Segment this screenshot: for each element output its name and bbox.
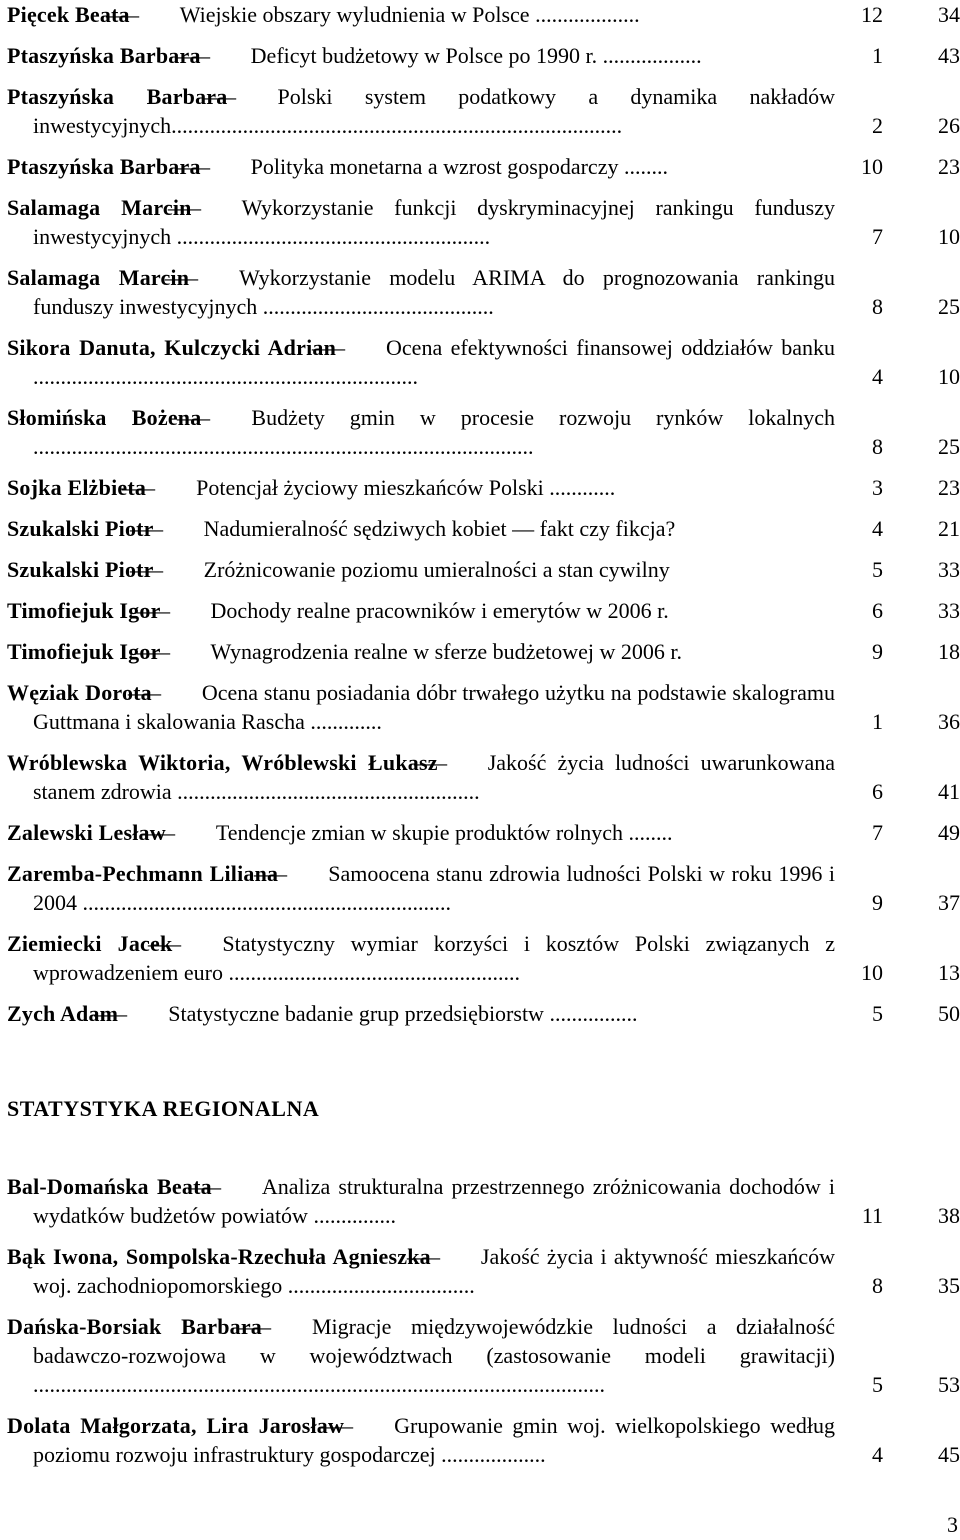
entry-issue: 9 [872,890,883,915]
entry-authors: Salamaga Marcin [7,265,190,290]
dot-leader: ........................................................................................... [33,434,534,459]
entry-page: 49 [938,820,960,845]
entry-issue: 1 [872,43,883,68]
entry-text [7,193,835,251]
dot-leader: .................. [597,43,702,68]
entry-page: 33 [938,557,960,582]
entry-title: Nadumieralność sędziwych kobiet — fakt czy fikcja? [203,516,676,541]
index-list [7,0,960,1040]
list-item [7,263,960,321]
entry-issue: 6 [872,779,883,804]
entry-title: Polski system podatkowy a dynamika nakładów inwestycyjnych [33,84,835,138]
list-item [7,555,960,584]
entry-title: Budżety gmin w procesie rozwoju rynków lokalnych [251,405,835,430]
entry-page: 43 [938,43,960,68]
list-item [7,1312,960,1399]
em-dash [146,473,196,502]
entry-text [7,473,835,502]
entry-text [7,0,835,29]
entry-page: 23 [938,475,960,500]
entry-page: 10 [938,364,960,389]
entry-text [7,555,835,584]
entry-issue: 4 [872,364,883,389]
em-dash [166,818,216,847]
entry-issue: 12 [861,2,883,27]
entry-page: 18 [938,639,960,664]
dot-leader: ......................................................... [171,224,491,249]
entry-text [7,748,835,806]
list-item [7,596,960,625]
entry-title: Zróżnicowanie poziomu umieralności a stan cywilny [203,557,670,582]
entry-page: 10 [938,224,960,249]
entry-text [7,999,835,1028]
em-dash [278,859,328,888]
entry-authors: Węziak Dorota [7,680,152,705]
dot-leader: ............. [304,709,382,734]
dot-leader: .................................................................................. [171,113,623,138]
em-dash [161,637,211,666]
entry-title: Wiejskie obszary wyludnienia w Polsce [179,2,530,27]
entry-issue: 3 [872,475,883,500]
entry-authors: Bal-Domańska Beata [7,1174,212,1199]
page-number: 3 [947,1512,958,1537]
list-item [7,41,960,70]
regional-index-list [7,1172,960,1481]
list-item [7,473,960,502]
list-item [7,929,960,987]
section-heading: STATYSTYKA REGIONALNA [7,1096,320,1121]
em-dash [192,193,242,222]
em-dash [262,1312,312,1341]
entry-page: 37 [938,890,960,915]
entry-text [7,41,835,70]
entry-issue: 4 [872,1442,883,1467]
entry-page: 23 [938,154,960,179]
entry-page: 35 [938,1273,960,1298]
em-dash [336,333,386,362]
entry-text [7,1172,835,1230]
entry-authors: Pięcek Beata [7,2,130,27]
dot-leader: ................................................................... [77,890,451,915]
entry-page: 45 [938,1442,960,1467]
em-dash [431,1242,481,1271]
em-dash [154,514,204,543]
entry-title: Jakość życia i aktywność mieszkańców woj. zachodniopomorskiego [33,1244,835,1298]
dot-leader: ........ [623,820,673,845]
entry-authors: Dolata Małgorzata, Lira Jarosław [7,1413,345,1438]
entry-text [7,637,835,666]
entry-issue: 11 [861,1203,883,1228]
entry-authors: Ziemiecki Jacek [7,931,173,956]
entry-title: Grupowanie gmin woj. wielkopolskiego według poziomu rozwoju infrastruktury gospodarczej [33,1413,835,1467]
entry-authors: Sojka Elżbieta [7,475,147,500]
entry-title: Ocena efektywności finansowej oddziałów banku [386,335,835,360]
entry-issue: 10 [861,154,883,179]
entry-title: Samoocena stanu zdrowia ludności Polski w roku 1996 i 2004 [33,861,835,915]
entry-authors: Sikora Danuta, Kulczycki Adrian [7,335,337,360]
list-item [7,152,960,181]
entry-title: Wynagrodzenia realne w sferze budżetowej w 2006 r. [210,639,683,664]
entry-title: Jakość życia ludności uwarunkowana stanem zdrowia [33,750,835,804]
dot-leader: ................... [435,1442,546,1467]
entry-page: 25 [938,434,960,459]
entry-text [7,152,835,181]
list-item [7,193,960,251]
em-dash [154,555,204,584]
em-dash [344,1411,394,1440]
entry-title: Wykorzystanie modelu ARIMA do prognozowania rankingu funduszy inwestycyjnych [33,265,835,319]
entry-page: 34 [938,2,960,27]
entry-issue: 7 [872,224,883,249]
entry-page: 50 [938,1001,960,1026]
list-item [7,678,960,736]
em-dash [227,82,277,111]
entry-text [7,263,835,321]
entry-issue: 10 [861,960,883,985]
entry-issue: 9 [872,639,883,664]
entry-authors: Timofiejuk Igor [7,598,161,623]
dot-leader: .......................................... [257,294,494,319]
list-item [7,0,960,29]
em-dash [118,999,168,1028]
entry-issue: 8 [872,294,883,319]
em-dash [152,678,202,707]
entry-text [7,818,835,847]
dot-leader: ..................................................... [222,960,520,985]
entry-text [7,929,835,987]
dot-leader: ............... [307,1203,396,1228]
dot-leader: ............ [543,475,616,500]
entry-issue: 1 [872,709,883,734]
list-item [7,999,960,1028]
entry-title: Migracje międzywojewódzkie ludności a działalność badawczo-rozwojowa w województwach (zastosowanie modeli grawitacji) [33,1314,835,1368]
list-item [7,748,960,806]
entry-text [7,403,835,461]
entry-title: Polityka monetarna a wzrost gospodarczy [250,154,619,179]
dot-leader: .................................. [282,1273,475,1298]
entry-authors: Szukalski Piotr [7,557,154,582]
em-dash [201,41,251,70]
dot-leader: ........ [618,154,668,179]
em-dash [201,152,251,181]
list-item [7,514,960,543]
dot-leader: ....................................................... [171,779,480,804]
entry-issue: 5 [872,1001,883,1026]
list-item [7,82,960,140]
dot-leader: ........................................................................................................ [33,1372,605,1397]
entry-authors: Wróblewska Wiktoria, Wróblewski Łukasz [7,750,438,775]
entry-page: 36 [938,709,960,734]
entry-title: Ocena stanu posiadania dóbr trwałego użytku na podstawie skalogramu Guttmana i skalowania Rascha [33,680,835,734]
entry-title: Statystyczne badanie grup przedsiębiorstw [168,1001,544,1026]
entry-title: Analiza strukturalna przestrzennego zróżnicowania dochodów i wydatków budżetów powiatów [33,1174,835,1228]
entry-title: Dochody realne pracowników i emerytów w 2006 r. [210,598,669,623]
entry-page: 13 [938,960,960,985]
entry-authors: Bąk Iwona, Sompolska-Rzechuła Agnieszka [7,1244,431,1269]
entry-text [7,333,835,391]
entry-text [7,82,835,140]
entry-title: Potencjał życiowy mieszkańców Polski [196,475,544,500]
list-item [7,333,960,391]
entry-authors: Ptaszyńska Barbara [7,43,201,68]
em-dash [212,1172,262,1201]
em-dash [130,0,180,29]
list-item [7,637,960,666]
entry-authors: Dańska-Borsiak Barbara [7,1314,262,1339]
entry-text [7,1312,835,1399]
list-item [7,1172,960,1230]
entry-authors: Ptaszyńska Barbara [7,154,201,179]
dot-leader: ................ [543,1001,638,1026]
list-item [7,859,960,917]
entry-issue: 2 [872,113,883,138]
entry-authors: Zych Adam [7,1001,119,1026]
em-dash [201,403,251,432]
em-dash [189,263,239,292]
entry-authors: Zalewski Lesław [7,820,166,845]
entry-issue: 7 [872,820,883,845]
entry-issue: 6 [872,598,883,623]
entry-issue: 5 [872,557,883,582]
entry-text [7,596,835,625]
dot-leader: ...................................................................... [33,364,418,389]
entry-authors: Timofiejuk Igor [7,639,161,664]
entry-text [7,859,835,917]
entry-authors: Salamaga Marcin [7,195,192,220]
entry-issue: 8 [872,1273,883,1298]
em-dash [172,929,222,958]
list-item [7,403,960,461]
entry-issue: 5 [872,1372,883,1397]
em-dash [161,596,211,625]
list-item [7,1411,960,1469]
entry-text [7,514,835,543]
dot-leader: ................... [529,2,640,27]
entry-title: Tendencje zmian w skupie produktów rolnych [215,820,624,845]
entry-page: 41 [938,779,960,804]
entry-text [7,1242,835,1300]
list-item [7,818,960,847]
entry-title: Wykorzystanie funkcji dyskryminacyjnej rankingu funduszy inwestycyjnych [33,195,835,249]
entry-title: Deficyt budżetowy w Polsce po 1990 r. [250,43,598,68]
entry-title: Statystyczny wymiar korzyści i kosztów Polski związanych z wprowadzeniem euro [33,931,835,985]
entry-authors: Ptaszyńska Barbara [7,84,228,109]
entry-page: 53 [938,1372,960,1397]
entry-issue: 4 [872,516,883,541]
entry-page: 21 [938,516,960,541]
entry-text [7,1411,835,1469]
entry-authors: Słomińska Bożena [7,405,202,430]
em-dash [438,748,488,777]
entry-authors: Zaremba-Pechmann Liliana [7,861,279,886]
entry-page: 38 [938,1203,960,1228]
entry-page: 26 [938,113,960,138]
entry-authors: Szukalski Piotr [7,516,154,541]
entry-page: 33 [938,598,960,623]
list-item [7,1242,960,1300]
entry-page: 25 [938,294,960,319]
entry-text [7,678,835,736]
entry-issue: 8 [872,434,883,459]
